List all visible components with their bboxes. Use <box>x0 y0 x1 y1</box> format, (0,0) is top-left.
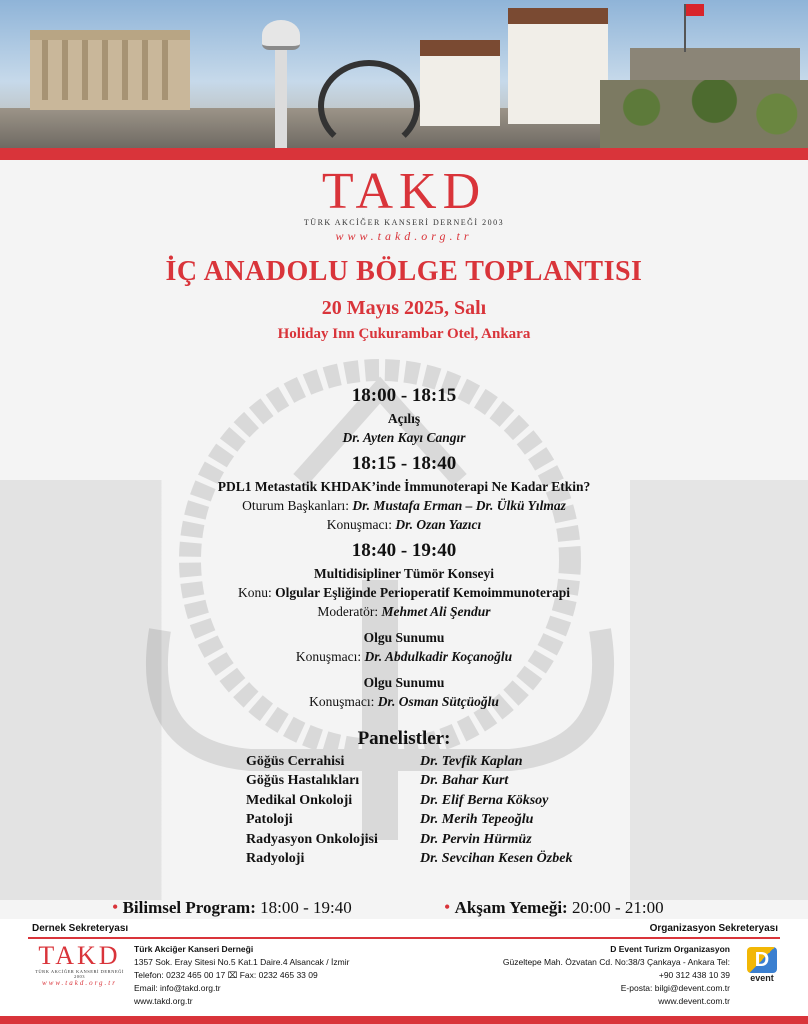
moderator-name: Mehmet Ali Şendur <box>381 604 491 619</box>
panelist-dept: Radyoloji <box>246 850 305 866</box>
organization-address: Güzeltepe Mah. Özvatan Cd. No:38/3 Çankaya - Ankara Tel: <box>502 957 730 967</box>
association-contact <box>134 943 349 1008</box>
panelist-dept: Radyasyon Onkolojisi <box>246 831 378 847</box>
devent-logo-mark: D <box>747 947 777 973</box>
column-shape <box>62 40 68 100</box>
event-date: 20 Mayıs 2025, Salı <box>321 297 487 319</box>
session-time: 18:00 - 18:15 <box>351 385 457 406</box>
panelist-name: Dr. Pervin Hürmüz <box>420 831 532 847</box>
takd-logo <box>0 163 808 244</box>
chairs-names: Dr. Mustafa Erman – Dr. Ülkü Yılmaz <box>352 498 566 513</box>
speaker-name: Dr. Ozan Yazıcı <box>395 517 482 532</box>
panelists-list <box>246 752 646 868</box>
list-item <box>246 771 646 790</box>
footer <box>0 919 808 1024</box>
column-shape <box>142 40 148 100</box>
session-chairs <box>0 496 808 515</box>
organization-contact <box>503 943 730 1008</box>
speaker-label: Konuşmacı: <box>326 517 392 532</box>
association-email[interactable]: Email: info@takd.org.tr <box>134 983 221 993</box>
association-phone: Telefon: 0232 465 00 17 ⌧ Fax: 0232 465 33 09 <box>134 970 318 980</box>
panelist-dept: Medikal Onkoloji <box>246 792 353 808</box>
scientific-time: 18:00 - 19:40 <box>260 898 352 917</box>
speaker-name: Dr. Osman Sütçüoğlu <box>377 694 499 709</box>
association-address: 1357 Sok. Eray Sitesi No.5 Kat.1 Daire.4 Alsancak / İzmir <box>134 957 350 967</box>
event-title: İÇ ANADOLU BÖLGE TOPLANTISI <box>165 256 643 287</box>
column-shape <box>122 40 128 100</box>
logo-subtitle: TÜRK AKCİĞER KANSERİ DERNEĞİ 2003 <box>303 218 505 227</box>
column-shape <box>162 40 168 100</box>
panelist-dept: Göğüs Cerrahisi <box>246 754 345 769</box>
dinner-time: 20:00 - 21:00 <box>571 898 664 917</box>
panelist-name: Dr. Merih Tepeoğlu <box>420 812 534 828</box>
tower-top-illustration <box>262 20 300 50</box>
column-shape <box>42 40 48 100</box>
organization-phone: +90 312 438 10 39 <box>658 970 730 980</box>
footer-red-bar <box>0 1016 808 1024</box>
list-item <box>246 810 646 829</box>
panelists-title: Panelistler: <box>357 728 451 749</box>
session-speaker: Dr. Ayten Kayı Cangır <box>342 430 466 445</box>
house-illustration <box>508 8 608 124</box>
event-venue: Holiday Inn Çukurambar Otel, Ankara <box>277 326 531 342</box>
header-red-bar <box>0 148 808 160</box>
logo-brand: TAKD <box>321 163 487 220</box>
session-time: 18:40 - 19:40 <box>351 540 457 561</box>
scientific-program-summary <box>112 897 352 918</box>
column-shape <box>82 40 88 100</box>
organization-website[interactable]: www.devent.com.tr <box>658 996 730 1006</box>
session-title: PDL1 Metastatik KHDAK’inde İmmunoterapi Ne Kadar Etkin? <box>217 479 591 494</box>
panelist-dept: Patoloji <box>246 812 293 828</box>
association-name: Türk Akciğer Kanseri Derneği <box>134 944 254 954</box>
case-speaker-line <box>0 692 808 711</box>
dinner-summary <box>444 897 664 918</box>
devent-logo-word: event <box>750 973 774 983</box>
dinner-label: Akşam Yemeği: <box>454 898 568 917</box>
organization-name: D Event Turizm Organizasyon <box>610 944 730 954</box>
session-title: Açılış <box>387 411 421 426</box>
footer-takd-logo <box>32 943 127 987</box>
column-shape <box>102 40 108 100</box>
case-speaker-line <box>0 647 808 666</box>
logo-brand: TAKD <box>38 941 121 970</box>
session-title: Multidisipliner Tümör Konseyi <box>313 566 495 581</box>
speaker-label: Konuşmacı: <box>295 649 362 664</box>
panelist-name: Dr. Elif Berna Köksoy <box>420 792 549 808</box>
session-speaker-line <box>0 515 808 534</box>
list-item <box>246 752 646 771</box>
bullet-icon: • <box>112 897 119 917</box>
topic-text: Olgular Eşliğinde Perioperatif Kemoimmunoterapi <box>275 585 570 600</box>
header-photo-banner <box>0 0 808 148</box>
moderator-label: Moderatör: <box>317 604 379 619</box>
program <box>0 383 808 711</box>
session-topic <box>0 583 808 602</box>
list-item <box>246 849 646 868</box>
panelist-name: Dr. Tevfik Kaplan <box>420 754 523 769</box>
logo-subtitle: TÜRK AKCİĞER KANSERİ DERNEĞİ 2003 <box>35 969 124 979</box>
devent-logo <box>746 947 778 987</box>
list-item <box>246 791 646 810</box>
panelist-dept: Göğüs Hastalıkları <box>246 773 360 789</box>
case-title: Olgu Sunumu <box>363 630 445 645</box>
tower-illustration <box>275 40 287 148</box>
organization-secretariat-heading: Organizasyon Sekreteryası <box>649 923 778 934</box>
speaker-name: Dr. Abdulkadir Koçanoğlu <box>364 649 513 664</box>
session-time: 18:15 - 18:40 <box>351 453 457 474</box>
panelist-name: Dr. Bahar Kurt <box>420 773 509 789</box>
session-moderator <box>0 602 808 621</box>
bullet-icon: • <box>444 897 451 917</box>
case-title: Olgu Sunumu <box>363 675 445 690</box>
association-secretariat-heading: Dernek Sekreteryası <box>32 923 129 934</box>
hittite-sun-monument-illustration <box>318 60 420 148</box>
list-item <box>246 830 646 849</box>
trees-illustration <box>600 80 808 148</box>
turkish-flag-icon <box>686 4 704 16</box>
panelist-name: Dr. Sevcihan Kesen Özbek <box>420 850 573 866</box>
speaker-label: Konuşmacı: <box>309 694 375 709</box>
house-illustration <box>420 40 500 126</box>
association-website[interactable]: www.takd.org.tr <box>134 996 193 1006</box>
organization-email[interactable]: E-posta: bilgi@devent.com.tr <box>620 983 730 993</box>
chairs-label: Oturum Başkanları: <box>242 498 349 513</box>
logo-url: www.takd.org.tr <box>42 979 117 987</box>
topic-label: Konu: <box>238 585 272 600</box>
logo-url: www.takd.org.tr <box>335 229 473 243</box>
footer-divider <box>28 937 780 939</box>
scientific-label: Bilimsel Program: <box>122 898 256 917</box>
